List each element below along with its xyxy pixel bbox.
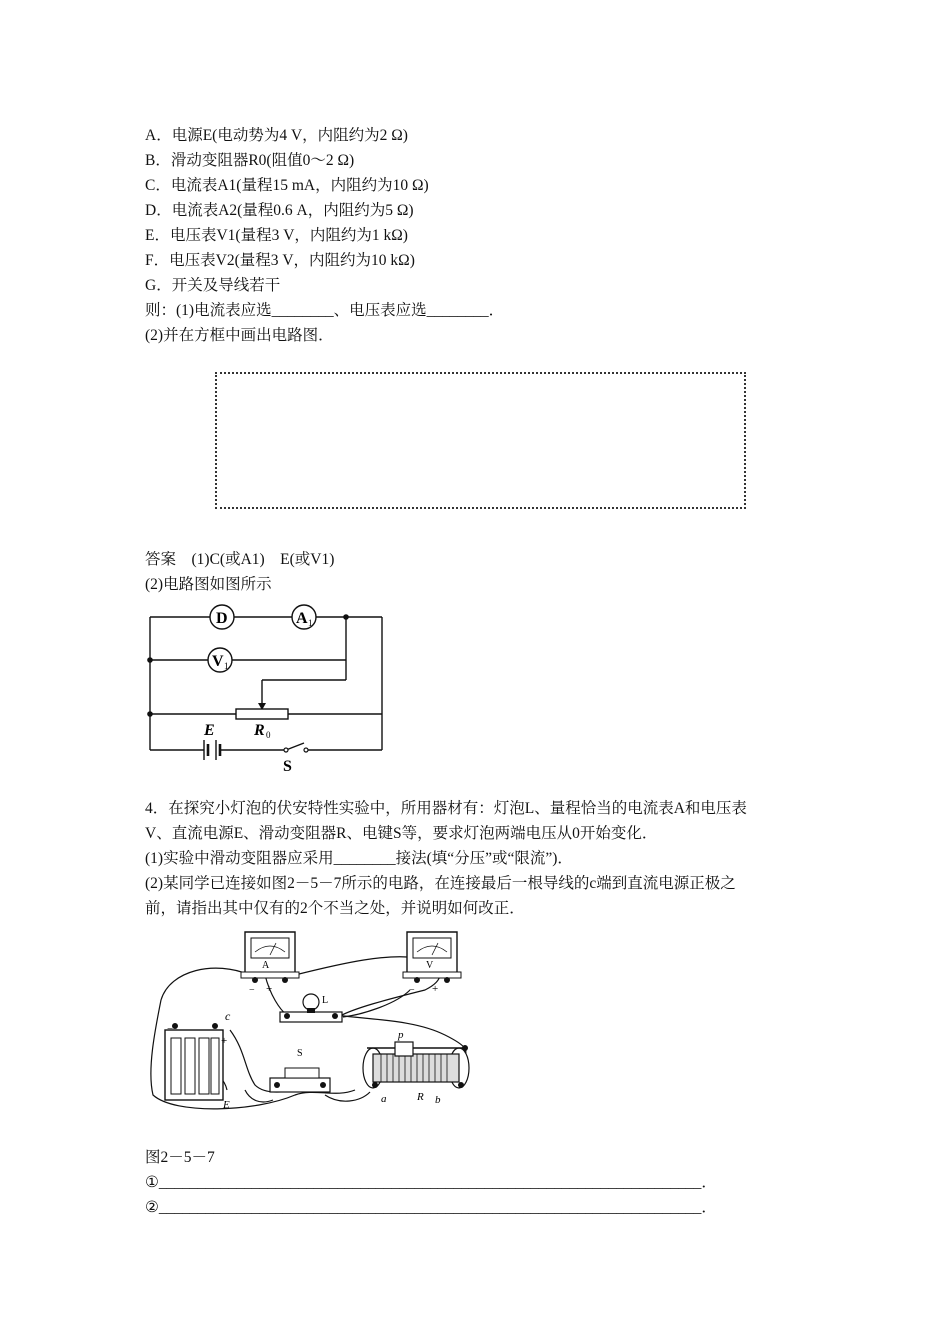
p4-line-4: (2)某同学已连接如图2－5－7所示的电路，在连接最后一根导线的c端到直流电源正极之 [145, 875, 736, 892]
photo-label-switch: S [297, 1048, 303, 1059]
photo-label-a-meter: A [262, 960, 270, 971]
resistor-r0 [236, 709, 288, 719]
photo-label-a-minus: − [249, 985, 255, 996]
apparatus-figure [145, 920, 490, 1115]
p4-line-3: (1)实验中滑动变阻器应采用________接法(填“分压”或“限流”)． [145, 850, 573, 867]
battery-pack [165, 1023, 223, 1100]
photo-label-a: a [381, 1093, 387, 1105]
lamp-board [280, 994, 342, 1022]
option-a: A．电源E(电动势为4 V，内阻约为2 Ω) [145, 127, 408, 144]
label-v: V [212, 653, 224, 670]
label-r: R [254, 722, 265, 739]
photo-label-v-plus: + [432, 983, 439, 995]
label-a: A [296, 610, 308, 627]
answer-line: 答案 (1)C(或A1) E(或V1) [145, 551, 335, 568]
answer-line-2: (2)电路图如图所示 [145, 576, 272, 593]
label-r-sub: 0 [266, 730, 271, 740]
option-d: D．电流表A2(量程0.6 A，内阻约为5 Ω) [145, 202, 414, 219]
p4-line-2: V、直流电源E、滑动变阻器R、电键S等，要求灯泡两端电压从0开始变化． [145, 825, 658, 842]
photo-label-c: c [225, 1009, 231, 1023]
photo-label-battery-plus: + [221, 1035, 228, 1047]
label-a-sub: 1 [308, 618, 313, 628]
circuit-diagram [140, 600, 400, 780]
label-d: D [216, 610, 228, 627]
photo-label-a-plus: + [266, 983, 273, 995]
photo-label-battery-minus: − [167, 1023, 174, 1035]
figure-caption: 图2－5－7 [145, 1149, 215, 1166]
option-f: F．电压表V2(量程3 V，内阻约为10 kΩ) [145, 252, 415, 269]
p4-line-1: 4．在探究小灯泡的伏安特性实验中，所用器材有：灯泡L、量程恰当的电流表A和电压表 [145, 800, 747, 817]
photo-label-e: E [223, 1099, 230, 1111]
battery-symbol [204, 740, 220, 760]
ammeter [241, 932, 299, 983]
drawing-box [215, 372, 746, 509]
photo-label-v-meter: V [426, 960, 434, 971]
photo-label-b: b [435, 1094, 441, 1106]
option-b: B．滑动变阻器R0(阻值0～2 Ω) [145, 152, 355, 169]
blank-1: ①______________________________________________________________________． [145, 1174, 717, 1191]
blank-2: ②______________________________________________________________________． [145, 1199, 717, 1216]
slide-rheostat [363, 1042, 469, 1088]
photo-label-lamp: L [322, 995, 329, 1006]
label-s: S [283, 758, 292, 775]
photo-label-v-minus: − [409, 985, 415, 996]
option-c: C．电流表A1(量程15 mA，内阻约为10 Ω) [145, 177, 429, 194]
question-2: (2)并在方框中画出电路图． [145, 327, 334, 344]
option-e: E．电压表V1(量程3 V，内阻约为1 kΩ) [145, 227, 408, 244]
p4-line-5: 前，请指出其中仅有的2个不当之处，并说明如何改正． [145, 900, 525, 917]
photo-label-p: p [398, 1029, 404, 1041]
label-e: E [204, 722, 215, 739]
option-g: G．开关及导线若干 [145, 277, 281, 294]
photo-label-r: R [417, 1091, 424, 1103]
question-1: 则：(1)电流表应选________、电压表应选________． [145, 302, 505, 319]
voltmeter [403, 932, 461, 983]
knife-switch [270, 1068, 330, 1092]
label-v-sub: 1 [224, 661, 229, 671]
